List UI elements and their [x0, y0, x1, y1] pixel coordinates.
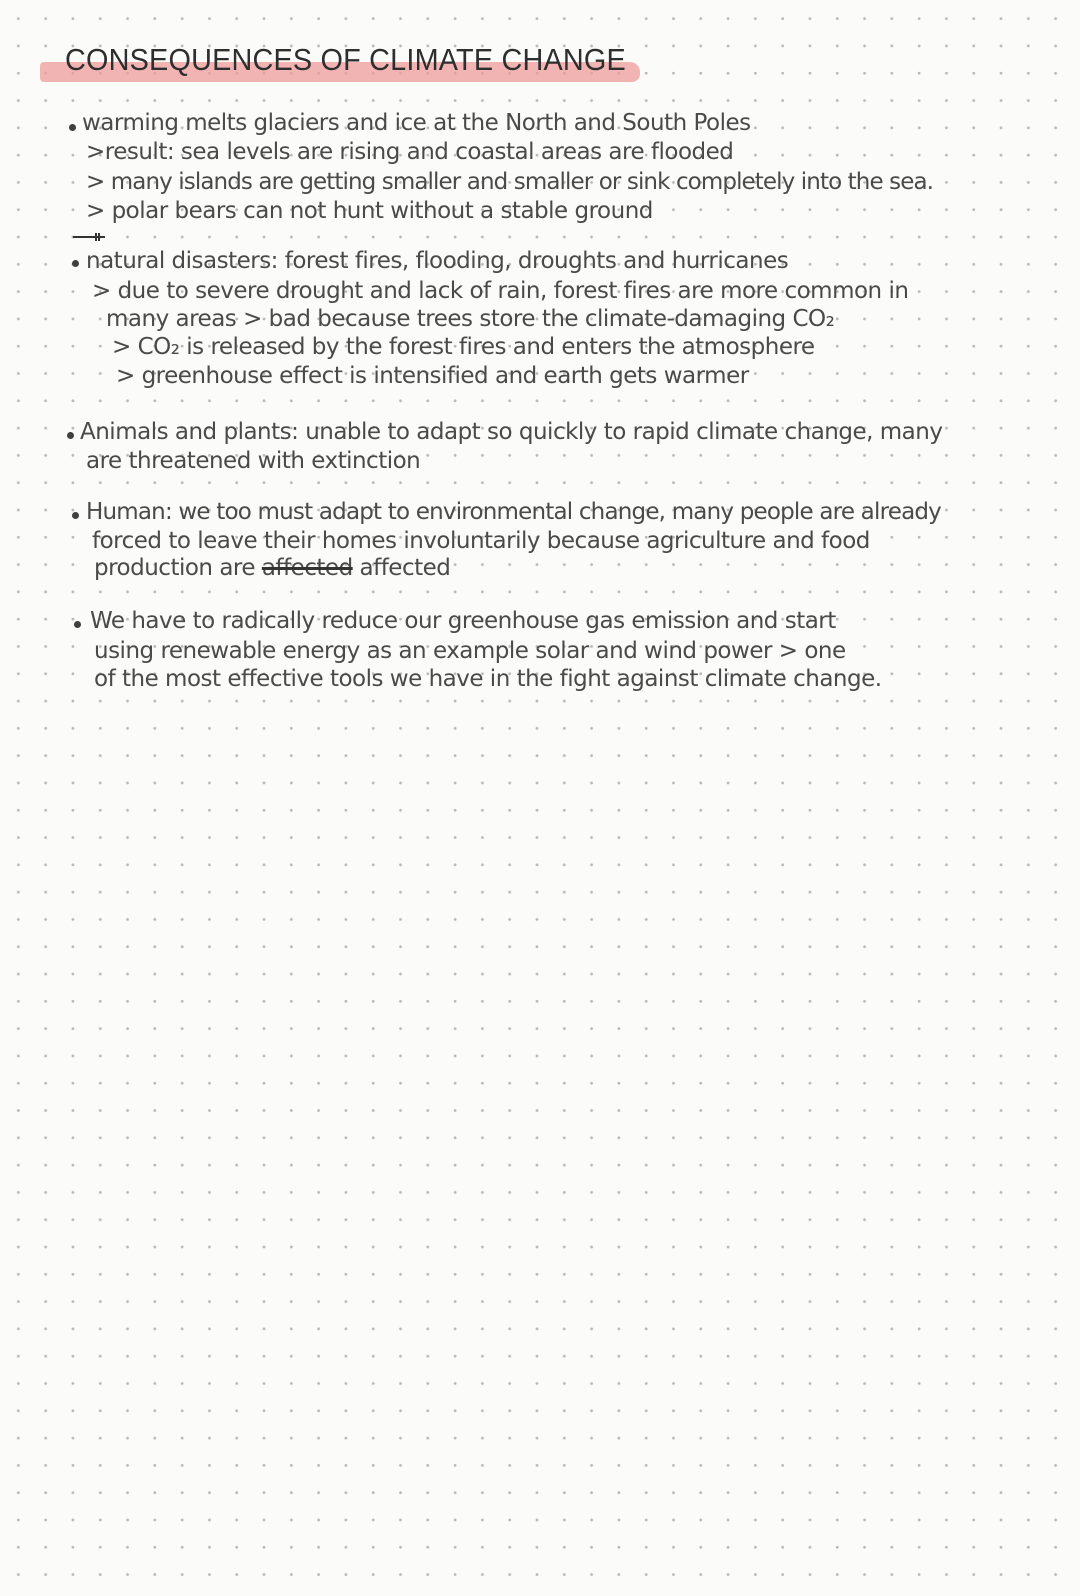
- struck-out-word: affected: [261, 555, 353, 581]
- line-drought: > due to severe drought and lack of rain, forest fires are more common in: [92, 278, 909, 304]
- line-result: >result: sea levels are rising and coastal areas are flooded: [86, 139, 734, 165]
- line-co2-released: > CO₂ is released by the forest fires and enters the atmosphere: [112, 334, 815, 360]
- line-human: Human: we too must adapt to environmental change, many people are already: [86, 499, 941, 525]
- line-production: [94, 553, 450, 583]
- line-animals: Animals and plants: unable to adapt so quickly to rapid climate change, many: [80, 419, 943, 445]
- line-many-areas: many areas > bad because trees store the climate-damaging CO₂: [106, 306, 835, 332]
- bullet-reduce: [74, 621, 81, 628]
- line-extinction: are threatened with extinction: [86, 448, 421, 474]
- line-greenhouse-effect: > greenhouse effect is intensified and earth gets warmer: [116, 363, 749, 389]
- production-text: production are: [94, 555, 256, 581]
- line-polar-bears: > polar bears can not hunt without a stable ground: [86, 198, 653, 224]
- line-islands: > many islands are getting smaller and smaller or sink completely into the sea.: [86, 169, 934, 195]
- bullet-animals: [67, 432, 74, 439]
- line-disasters: natural disasters: forest fires, flooding, droughts and hurricanes: [86, 248, 789, 274]
- line-forced: forced to leave their homes involuntarily because agriculture and food: [92, 528, 870, 554]
- bullet-human: [72, 512, 79, 519]
- corrected-word: affected: [359, 555, 451, 581]
- bullet-disasters: [72, 260, 79, 267]
- line-renewable: using renewable energy as an example solar and wind power > one: [94, 638, 846, 664]
- line-effective-tools: of the most effective tools we have in the fight against climate change.: [94, 666, 882, 692]
- line-warming: warming melts glaciers and ice at the North and South Poles: [82, 110, 751, 136]
- page-title: CONSEQUENCES OF CLIMATE CHANGE: [65, 42, 626, 77]
- line-reduce: We have to radically reduce our greenhouse gas emission and start: [90, 608, 836, 634]
- scribble-mark: [72, 232, 106, 242]
- bullet-warming: [69, 124, 76, 131]
